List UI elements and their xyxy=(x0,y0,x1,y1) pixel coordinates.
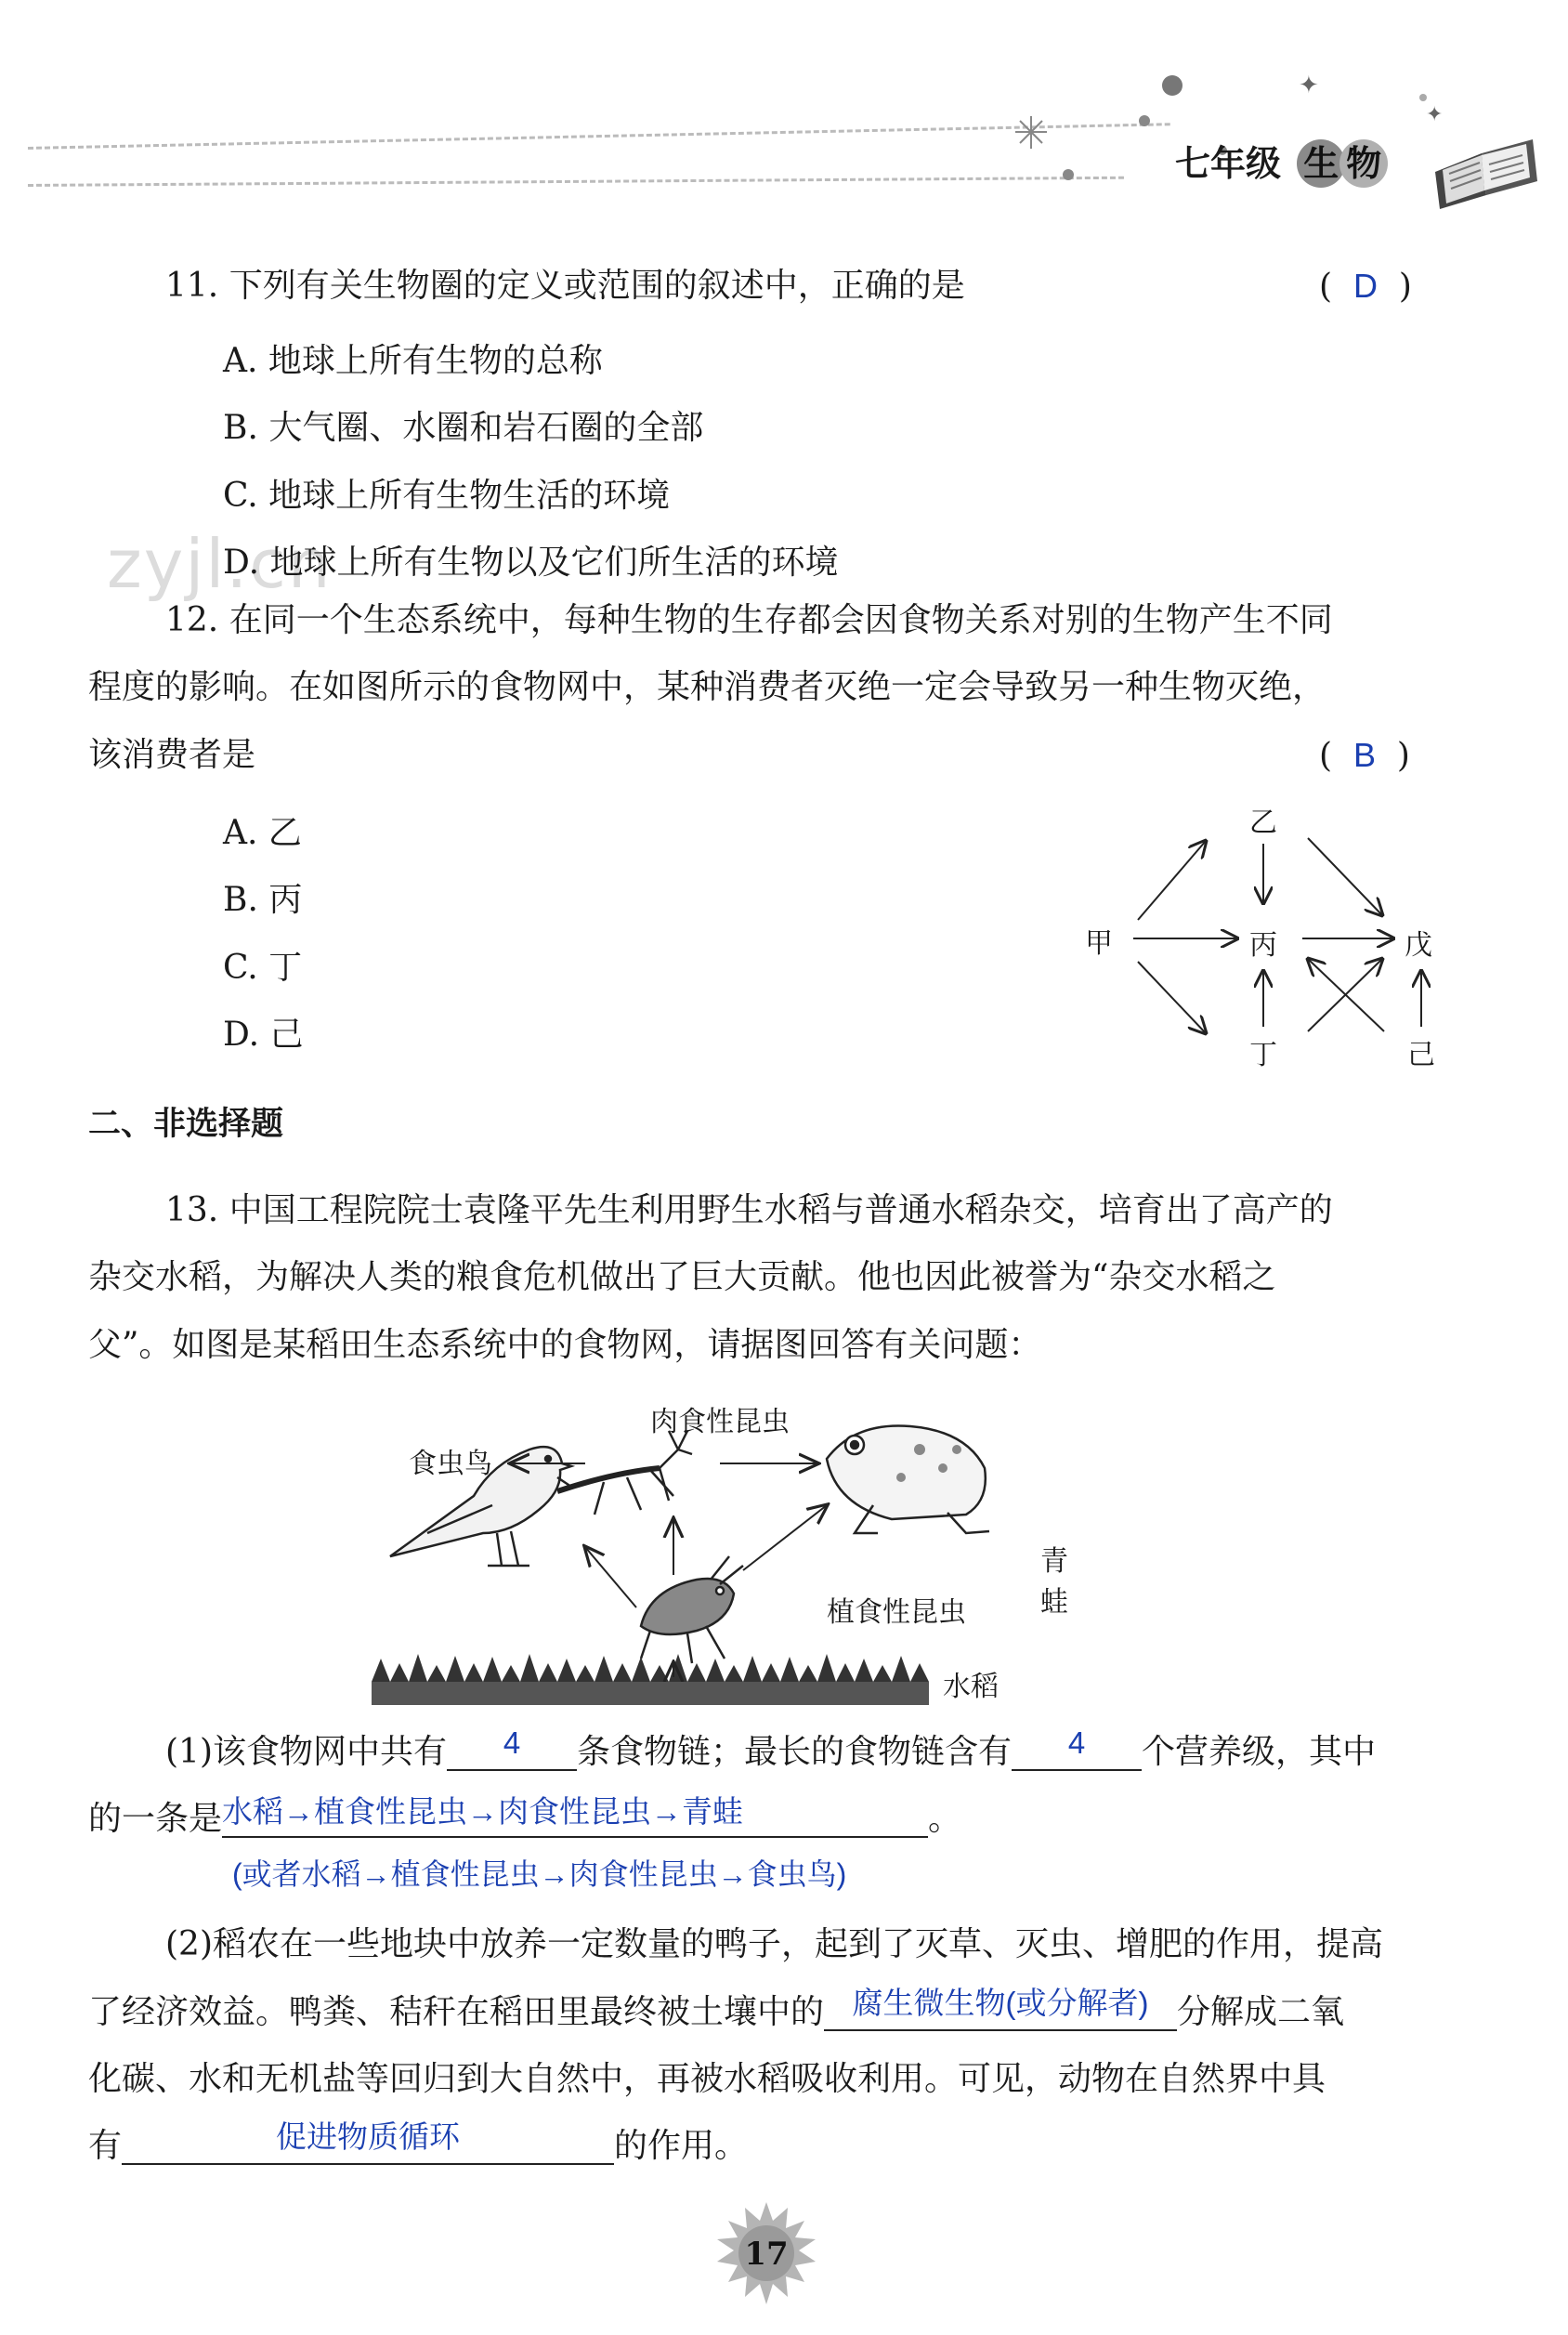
q13-p1-answer3: 水稻→植食性昆虫→肉食性昆虫→青蛙 xyxy=(222,1794,744,1829)
q13-line2: 杂交水稻，为解决人类的粮食危机做出了巨大贡献。他也因此被誉为“杂交水稻之 xyxy=(88,1258,1276,1296)
q11-answer-bracket: ( D ) xyxy=(1319,267,1412,306)
q11-option-c: C. 地球上所有生物生活的环境 xyxy=(223,477,671,515)
q11-stem-text: 11. 下列有关生物圈的定义或范围的叙述中，正确的是 xyxy=(165,267,965,305)
node-ji: 己 xyxy=(1407,1039,1435,1071)
node-bing: 丙 xyxy=(1249,929,1277,962)
q13-p1-blank3[interactable] xyxy=(222,1794,928,1838)
q11-option-b: B. 大气圈、水圈和岩石圈的全部 xyxy=(223,409,704,447)
arrow-yi-wu xyxy=(1308,838,1382,915)
q13-p1-mid: 条食物链；最长的食物链含有 xyxy=(577,1733,1013,1771)
q13-p1-blank2[interactable] xyxy=(1012,1725,1142,1771)
label-frog: 青蛙 xyxy=(1040,1545,1068,1619)
snowflake-icon xyxy=(1015,116,1047,149)
q13-p2-answer2: 促进物质循环 xyxy=(276,2119,461,2154)
q12-answer-bracket: ( B ) xyxy=(1319,736,1410,775)
q13-p1-pre: (1)该食物网中共有 xyxy=(165,1733,447,1771)
q13-p2-line4-post: 的作用。 xyxy=(614,2127,749,2165)
q12-option-d: D. 己 xyxy=(223,1016,304,1054)
q13-p2-line4-pre: 有 xyxy=(88,2127,123,2165)
q13-part2-line1: (2)稻农在一些地块中放养一定数量的鸭子，起到了灭草、灭虫、增肥的作用，提高 xyxy=(165,1925,1383,1963)
q12-line2: 程度的影响。在如图所示的食物网中，某种消费者灭绝一定会导致另一种生物灭绝， xyxy=(88,668,1326,706)
node-wu: 戊 xyxy=(1405,929,1432,962)
node-jia: 甲 xyxy=(1085,927,1113,960)
page-number-badge xyxy=(715,2202,817,2304)
herbivorous-insect-icon xyxy=(641,1556,743,1663)
q12-option-c: C. 丁 xyxy=(223,949,303,987)
header-dashed-line-bottom xyxy=(28,177,1124,187)
q13-food-web-figure xyxy=(372,1394,1078,1710)
dot-icon xyxy=(1139,115,1150,126)
node-ding: 丁 xyxy=(1249,1039,1277,1071)
q13-part2-line3: 化碳、水和无机盐等回归到大自然中，再被水稻吸收利用。可见，动物在自然界中具 xyxy=(88,2060,1326,2098)
arrow-herbivore-bird xyxy=(585,1547,636,1607)
rice-plant-icon xyxy=(372,1654,929,1705)
q11-option-d: D. 地球上所有生物以及它们所生活的环境 xyxy=(223,544,839,582)
arrow-herbivore-frog xyxy=(743,1505,827,1570)
dot-icon xyxy=(1063,169,1074,180)
arrow-jia-yi xyxy=(1138,841,1206,920)
label-carnivorous-insect: 肉食性昆虫 xyxy=(650,1406,790,1438)
q12-line3: 该消费者是 xyxy=(88,736,256,774)
q11-stem xyxy=(165,269,965,303)
q11-answer: D xyxy=(1352,267,1378,305)
star-icon: ✦ xyxy=(1426,103,1444,126)
q13-p2-blank2[interactable] xyxy=(122,2119,614,2165)
q13-part1-line2 xyxy=(88,1794,962,1838)
page-number: 17 xyxy=(744,2236,789,2273)
q13-p2-blank1[interactable] xyxy=(824,1986,1177,2031)
q13-p2-answer1: 腐生微生物(或分解者) xyxy=(852,1986,1149,2020)
section2-title: 二、非选择题 xyxy=(88,1106,284,1143)
dot-icon xyxy=(1162,75,1183,96)
q13-p2-line2-post: 分解成二氧 xyxy=(1177,1993,1345,2031)
q13-line3: 父”。如图是某稻田生态系统中的食物网，请据图回答有关问题： xyxy=(88,1326,1042,1364)
q13-part2-line4 xyxy=(88,2119,749,2165)
q13-p1-answer2: 4 xyxy=(1067,1725,1086,1760)
q12-answer: B xyxy=(1352,736,1376,774)
label-herbivorous-insect: 植食性昆虫 xyxy=(827,1596,966,1629)
book-icon xyxy=(1426,116,1547,209)
q12-option-a: A. 乙 xyxy=(223,814,302,852)
header-title xyxy=(1175,135,1388,190)
q13-part2-line2 xyxy=(88,1986,1345,2031)
q13-p2-line2-pre: 了经济效益。鸭粪、秸秆在稻田里最终被土壤中的 xyxy=(88,1993,825,2031)
watermark: zyjl.cn xyxy=(107,525,333,603)
star-icon: ✦ xyxy=(1299,72,1319,99)
subject-badge-1: 生 xyxy=(1297,139,1345,188)
q12-food-web-diagram xyxy=(1068,799,1486,1078)
q13-p1-post: 个营养级，其中 xyxy=(1142,1733,1377,1771)
grade-label: 七年级 xyxy=(1175,143,1282,184)
label-bird: 食虫鸟 xyxy=(409,1448,492,1480)
frog-icon xyxy=(827,1425,989,1533)
q12-line1: 12. 在同一个生态系统中，每种生物的生存都会因食物关系对别的生物产生不同 xyxy=(165,601,1333,639)
q13-line1: 13. 中国工程院院士袁隆平先生利用野生水稻与普通水稻杂交，培育出了高产的 xyxy=(165,1191,1333,1229)
subject-badge-2: 物 xyxy=(1339,139,1388,188)
q13-p1-line2-pre: 的一条是 xyxy=(88,1800,223,1838)
q13-p1-line2-post: 。 xyxy=(928,1800,962,1838)
q13-p1-blank1[interactable] xyxy=(447,1725,577,1771)
q12-option-b: B. 丙 xyxy=(223,881,303,919)
carnivorous-insect-icon xyxy=(557,1431,692,1515)
q13-part1-line1 xyxy=(165,1725,1377,1771)
header-dashed-line-top xyxy=(28,123,1170,150)
arrow-jia-ding xyxy=(1138,962,1206,1033)
q13-p1-answer3-alt: (或者水稻→植食性昆虫→肉食性昆虫→食虫鸟) xyxy=(232,1857,847,1891)
q13-p1-answer1: 4 xyxy=(503,1725,521,1760)
dot-icon xyxy=(1419,94,1427,101)
q11-option-a: A. 地球上所有生物的总称 xyxy=(223,342,603,380)
node-yi: 乙 xyxy=(1249,807,1277,839)
label-rice: 水稻 xyxy=(943,1671,999,1703)
